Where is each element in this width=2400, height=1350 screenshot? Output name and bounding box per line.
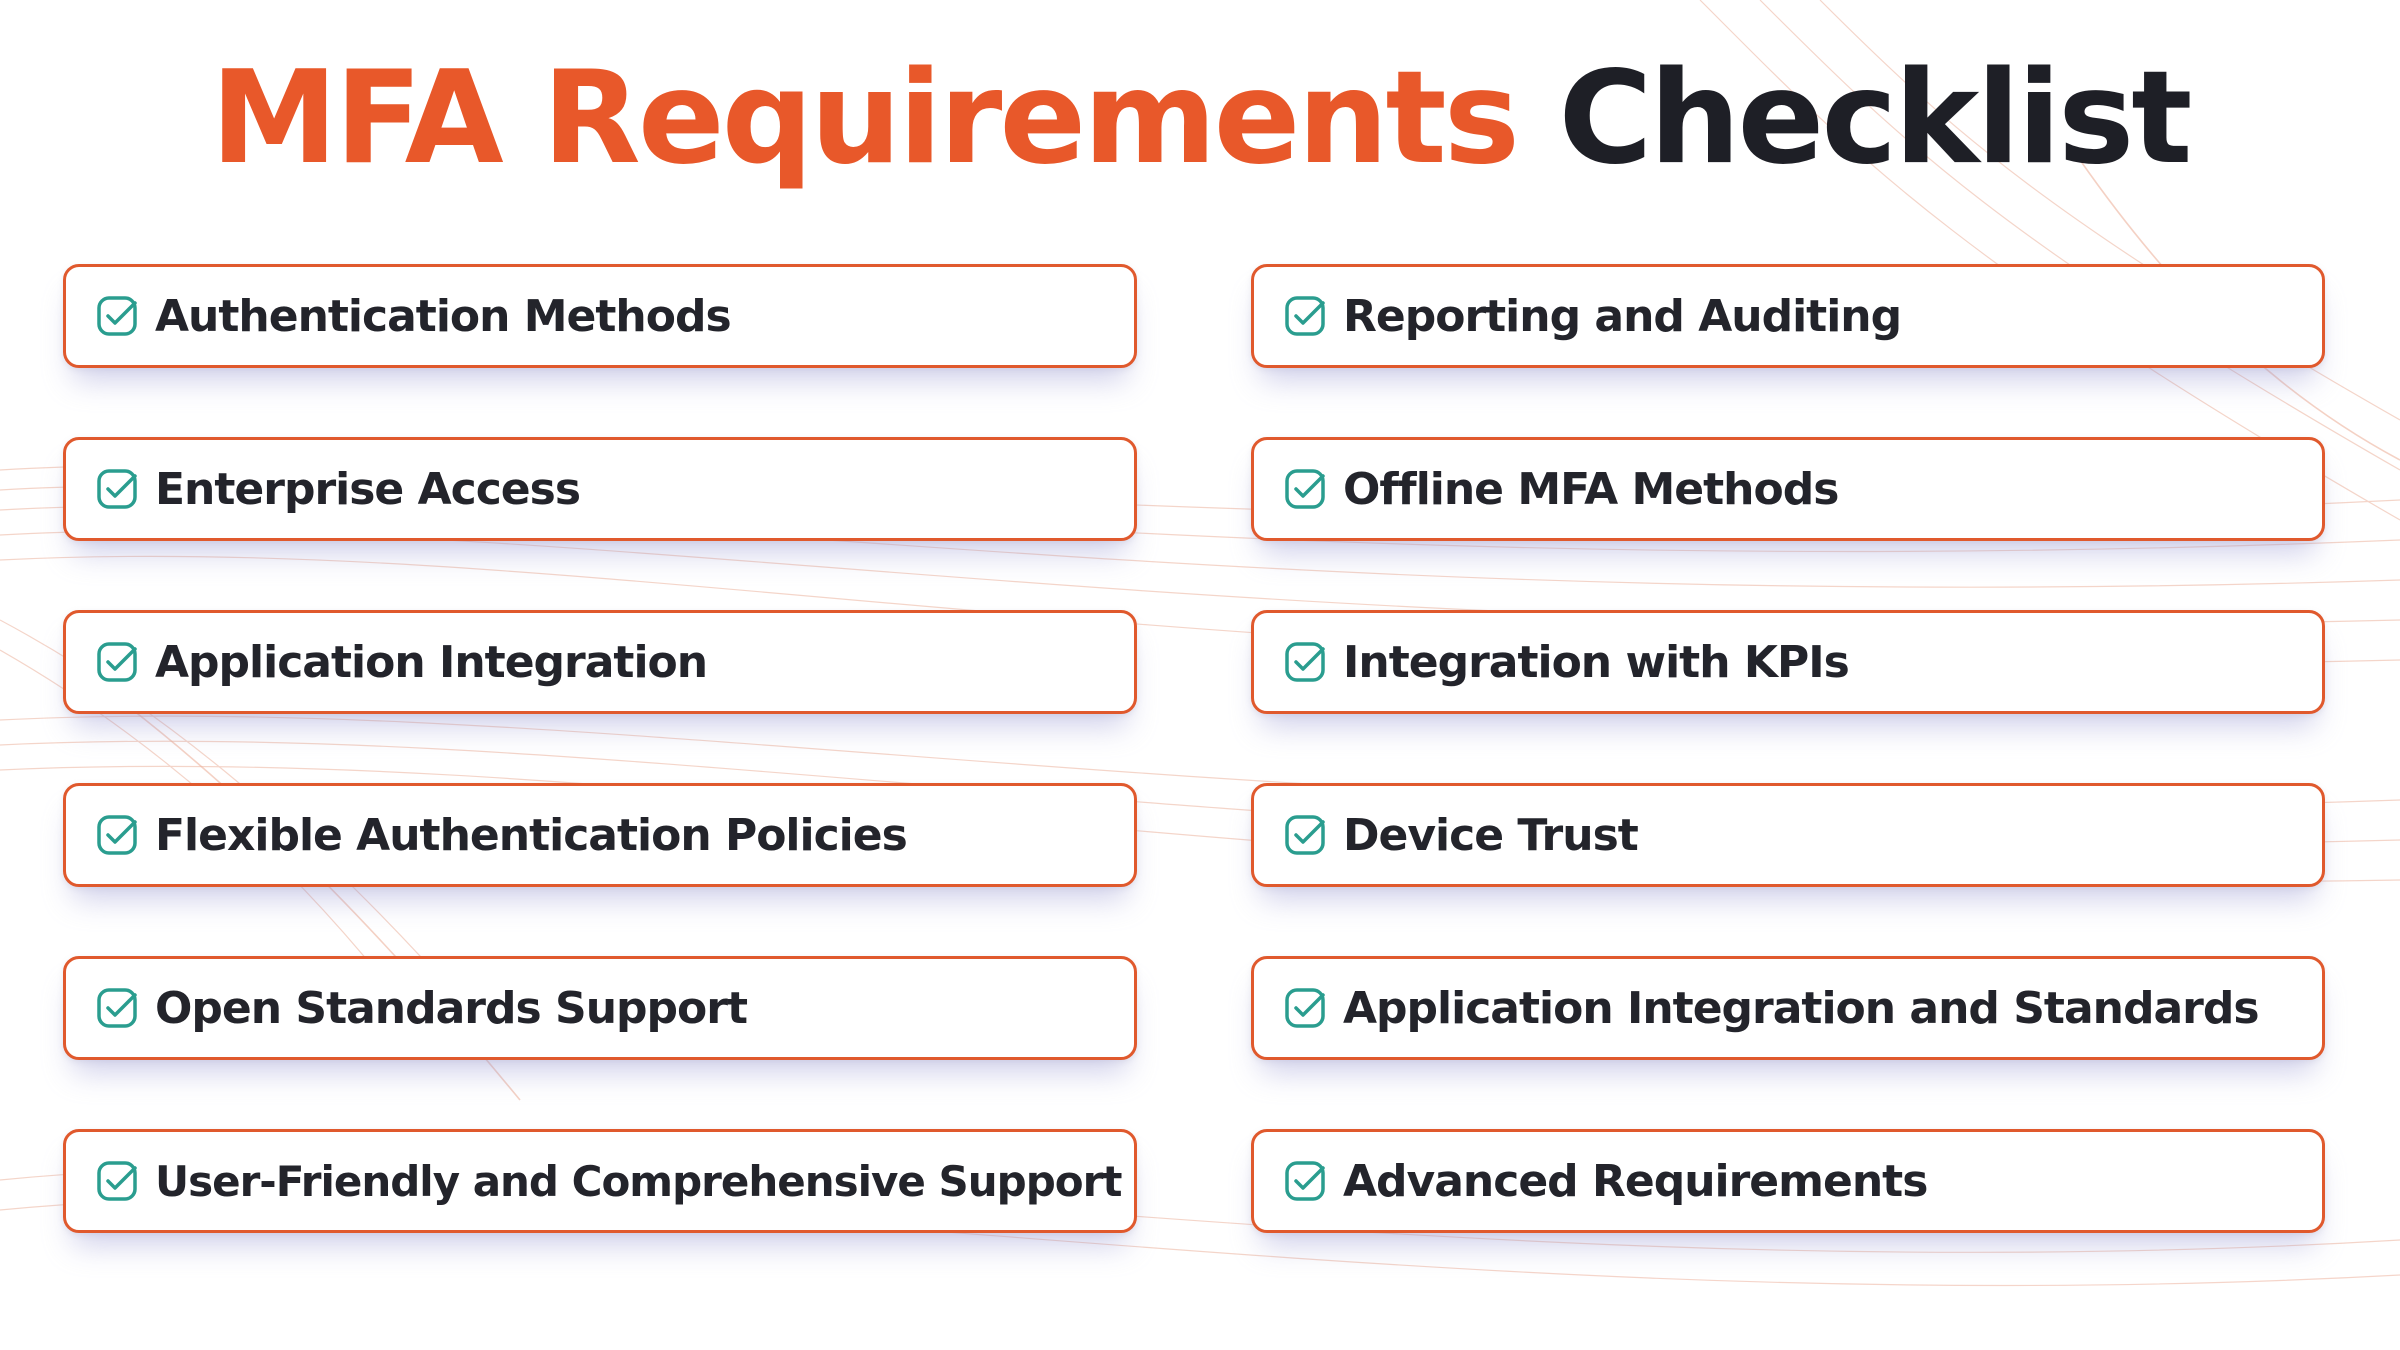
checklist-item: [1251, 783, 2325, 887]
checklist-item-label: Integration with KPIs: [1343, 636, 1849, 688]
page-title: [0, 44, 2400, 193]
checklist-item-label: Open Standards Support: [155, 982, 747, 1034]
title-accent-text: MFA Requirements: [210, 44, 1517, 193]
left-checklist-column: [63, 264, 1137, 1302]
checkbox-check-icon: [95, 640, 139, 684]
checklist-item-label: Reporting and Auditing: [1343, 290, 1902, 342]
checkbox-check-icon: [1283, 467, 1327, 511]
checklist-item-label: Authentication Methods: [155, 290, 731, 342]
checklist-item-label: Offline MFA Methods: [1343, 463, 1839, 515]
checklist-item: [63, 1129, 1137, 1233]
checkbox-check-icon: [1283, 294, 1327, 338]
checklist-item-label: Application Integration: [155, 636, 708, 688]
checkbox-check-icon: [95, 467, 139, 511]
checklist-item: [1251, 610, 2325, 714]
checkbox-check-icon: [95, 986, 139, 1030]
checkbox-check-icon: [1283, 1159, 1327, 1203]
checklist-item: [63, 610, 1137, 714]
checklist-item-label: Advanced Requirements: [1343, 1155, 1928, 1207]
checkbox-check-icon: [1283, 813, 1327, 857]
checklist-item: [1251, 1129, 2325, 1233]
checklist-item-label: User-Friendly and Comprehensive Support: [155, 1156, 1122, 1206]
checklist-item-label: Application Integration and Standards: [1343, 982, 2259, 1034]
right-checklist-column: [1251, 264, 2325, 1302]
checklist-item: [63, 956, 1137, 1060]
checklist-item: [63, 437, 1137, 541]
checklist-item-label: Flexible Authentication Policies: [155, 809, 907, 861]
checklist-item-label: Device Trust: [1343, 809, 1638, 861]
checkbox-check-icon: [95, 1159, 139, 1203]
checklist-item: [1251, 437, 2325, 541]
checklist-item: [1251, 264, 2325, 368]
checklist-item: [63, 783, 1137, 887]
checklist-item: [63, 264, 1137, 368]
title-dark-text: Checklist: [1558, 44, 2190, 193]
checkbox-check-icon: [95, 294, 139, 338]
checklist-item-label: Enterprise Access: [155, 463, 581, 515]
checklist-item: [1251, 956, 2325, 1060]
checkbox-check-icon: [1283, 640, 1327, 684]
checkbox-check-icon: [95, 813, 139, 857]
checkbox-check-icon: [1283, 986, 1327, 1030]
